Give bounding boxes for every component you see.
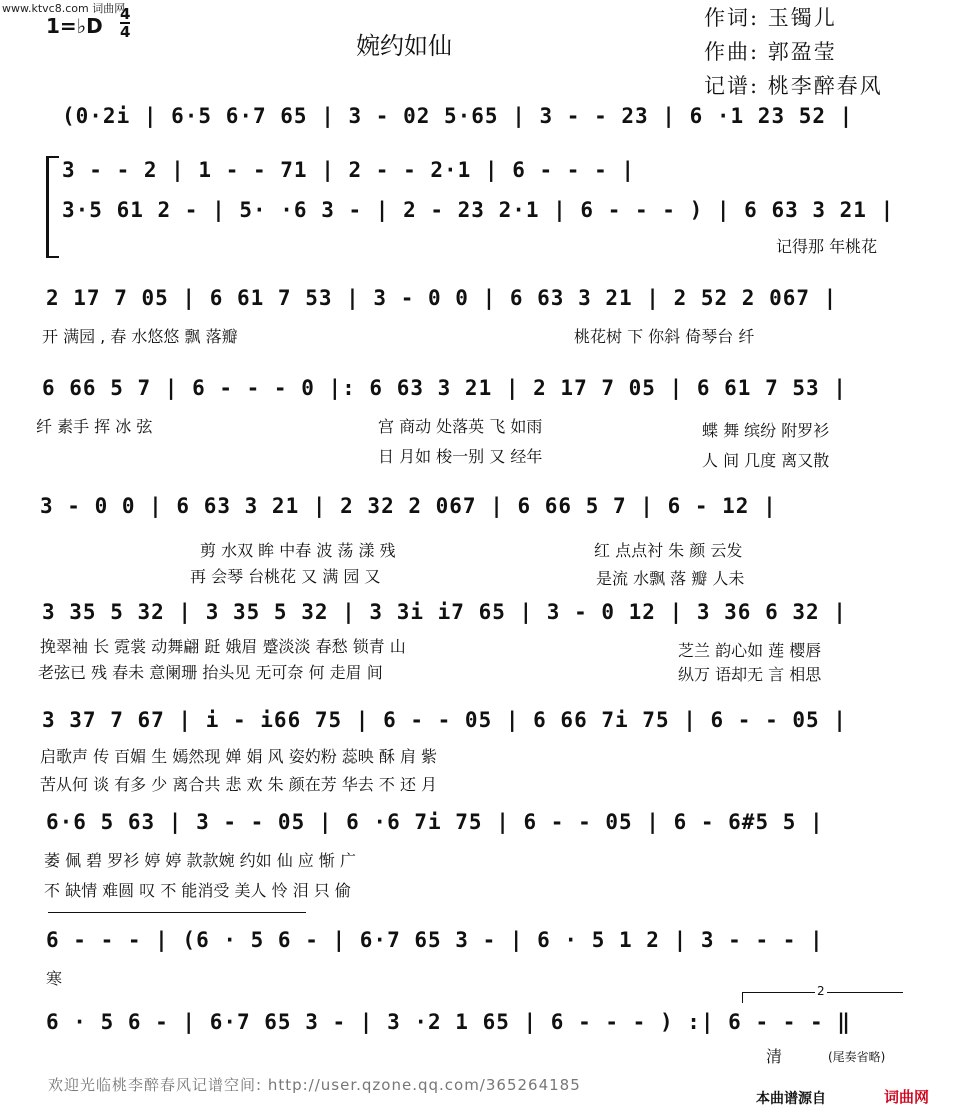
music-line-11: 6 · 5 6 - | 6·7 65 3 - | 3 ·2 1 65 | 6 - - - ) :| 6 - - - ‖ xyxy=(46,1010,851,1034)
lyric-line: 不 缺情 难圆 叹 不 能消受 美人 怜 泪 只 偷 xyxy=(44,881,351,900)
music-line-3: 3·5 61 2 - | 5· ·6 3 - | 2 - 23 2·1 | 6 - - - ) | 6 63 3 21 | xyxy=(62,198,895,222)
lyric-line: 老弦已 残 春未 意阑珊 抬头见 无可奈 何 走眉 间 xyxy=(38,663,383,682)
tie-line xyxy=(48,912,306,913)
music-line-9: 6·6 5 63 | 3 - - 05 | 6 ·6 7i 75 | 6 - - 05 | 6 - 6#5 5 | xyxy=(46,810,824,834)
lyric-line: 清 xyxy=(766,1047,783,1066)
music-line-10: 6 - - - | (6 · 5 6 - | 6·7 65 3 - | 6 · 5 1 2 | 3 - - - | xyxy=(46,928,824,952)
music-line-8: 3 37 7 67 | i - i66 75 | 6 - - 05 | 6 66 7i 75 | 6 - - 05 | xyxy=(42,708,847,732)
lyric-line: 芝兰 韵心如 莲 樱唇 xyxy=(678,641,822,660)
watermark-logo: 词曲网 xyxy=(884,1088,930,1106)
meter-bottom: 4 xyxy=(120,23,131,41)
second-ending-bracket xyxy=(742,984,903,1003)
lyric-line: 萎 佩 碧 罗衫 婷 婷 款款婉 约如 仙 应 惭 广 xyxy=(44,851,356,870)
music-line-6: 3 - 0 0 | 6 63 3 21 | 2 32 2 067 | 6 66 5 7 | 6 - 12 | xyxy=(40,494,777,518)
meter-top: 4 xyxy=(120,5,131,23)
source-note: 本曲谱源自 xyxy=(756,1091,826,1107)
repeat-bracket xyxy=(46,156,59,258)
lyric-line: 宫 商动 处落英 飞 如雨 xyxy=(378,417,543,436)
music-line-7: 3 35 5 32 | 3 35 5 32 | 3 3i i7 65 | 3 - 0 12 | 3 36 6 32 | xyxy=(42,600,847,624)
site-url: www.ktvc8.com 词曲网 xyxy=(2,2,126,15)
lyric-line: 是流 水飘 落 瓣 人未 xyxy=(596,569,745,588)
ending-number: 2 xyxy=(817,984,825,998)
lyric-line: 人 间 几度 离又散 xyxy=(702,451,830,470)
outro-note: (尾奏省略) xyxy=(828,1050,886,1064)
music-line-1: (0·2i | 6·5 6·7 65 | 3 - 02 5·65 | 3 - - 23 | 6 ·1 23 52 | xyxy=(62,104,854,128)
composer-credit: 作曲: 郭盈莹 xyxy=(704,40,837,64)
transcriber-credit: 记谱: 桃李醉春风 xyxy=(704,74,883,98)
lyric-line: 日 月如 梭一别 又 经年 xyxy=(378,447,543,466)
key-signature: 1=♭D xyxy=(46,14,103,38)
lyric-line: 挽翠袖 长 霓裳 动舞翩 跹 娥眉 蹙淡淡 春愁 锁青 山 xyxy=(40,637,406,656)
music-line-2: 3 - - 2 | 1 - - 71 | 2 - - 2·1 | 6 - - - | xyxy=(62,158,636,182)
lyric-line: 苦从何 谈 有多 少 离合共 悲 欢 朱 颜在芳 华去 不 还 月 xyxy=(40,775,438,794)
lyric-line: 启歌声 传 百媚 生 嫣然现 婵 娟 风 姿妁粉 蕊映 酥 肩 紫 xyxy=(40,747,438,766)
lyric-line: 纵万 语却无 言 相思 xyxy=(678,665,822,684)
music-line-5: 6 66 5 7 | 6 - - - 0 |: 6 63 3 21 | 2 17 7 05 | 6 61 7 53 | xyxy=(42,376,847,400)
lyric-line: 红 点点衬 朱 颜 云发 xyxy=(594,541,743,560)
lyric-line: 桃花树 下 你斜 倚琴台 纤 xyxy=(574,327,755,346)
lyric-line: 剪 水双 眸 中春 波 荡 漾 残 xyxy=(200,541,396,560)
footer-link: 欢迎光临桃李醉春风记谱空间: http://user.qzone.qq.com/365264185 xyxy=(48,1076,581,1094)
lyricist-credit: 作词: 玉镯儿 xyxy=(704,6,837,30)
lyric-line: 开 满园 , 春 水悠悠 飘 落瓣 xyxy=(42,327,238,346)
lyric-line: 记得那 年桃花 xyxy=(776,237,878,256)
time-signature xyxy=(120,6,130,40)
lyric-line: 再 会琴 台桃花 又 满 园 又 xyxy=(190,567,381,586)
song-title: 婉约如仙 xyxy=(356,32,452,60)
music-line-4: 2 17 7 05 | 6 61 7 53 | 3 - 0 0 | 6 63 3 21 | 2 52 2 067 | xyxy=(46,286,838,310)
lyric-line: 寒 xyxy=(46,969,63,988)
lyric-line: 纤 素手 挥 冰 弦 xyxy=(36,417,153,436)
lyric-line: 蝶 舞 缤纷 附罗衫 xyxy=(702,421,830,440)
